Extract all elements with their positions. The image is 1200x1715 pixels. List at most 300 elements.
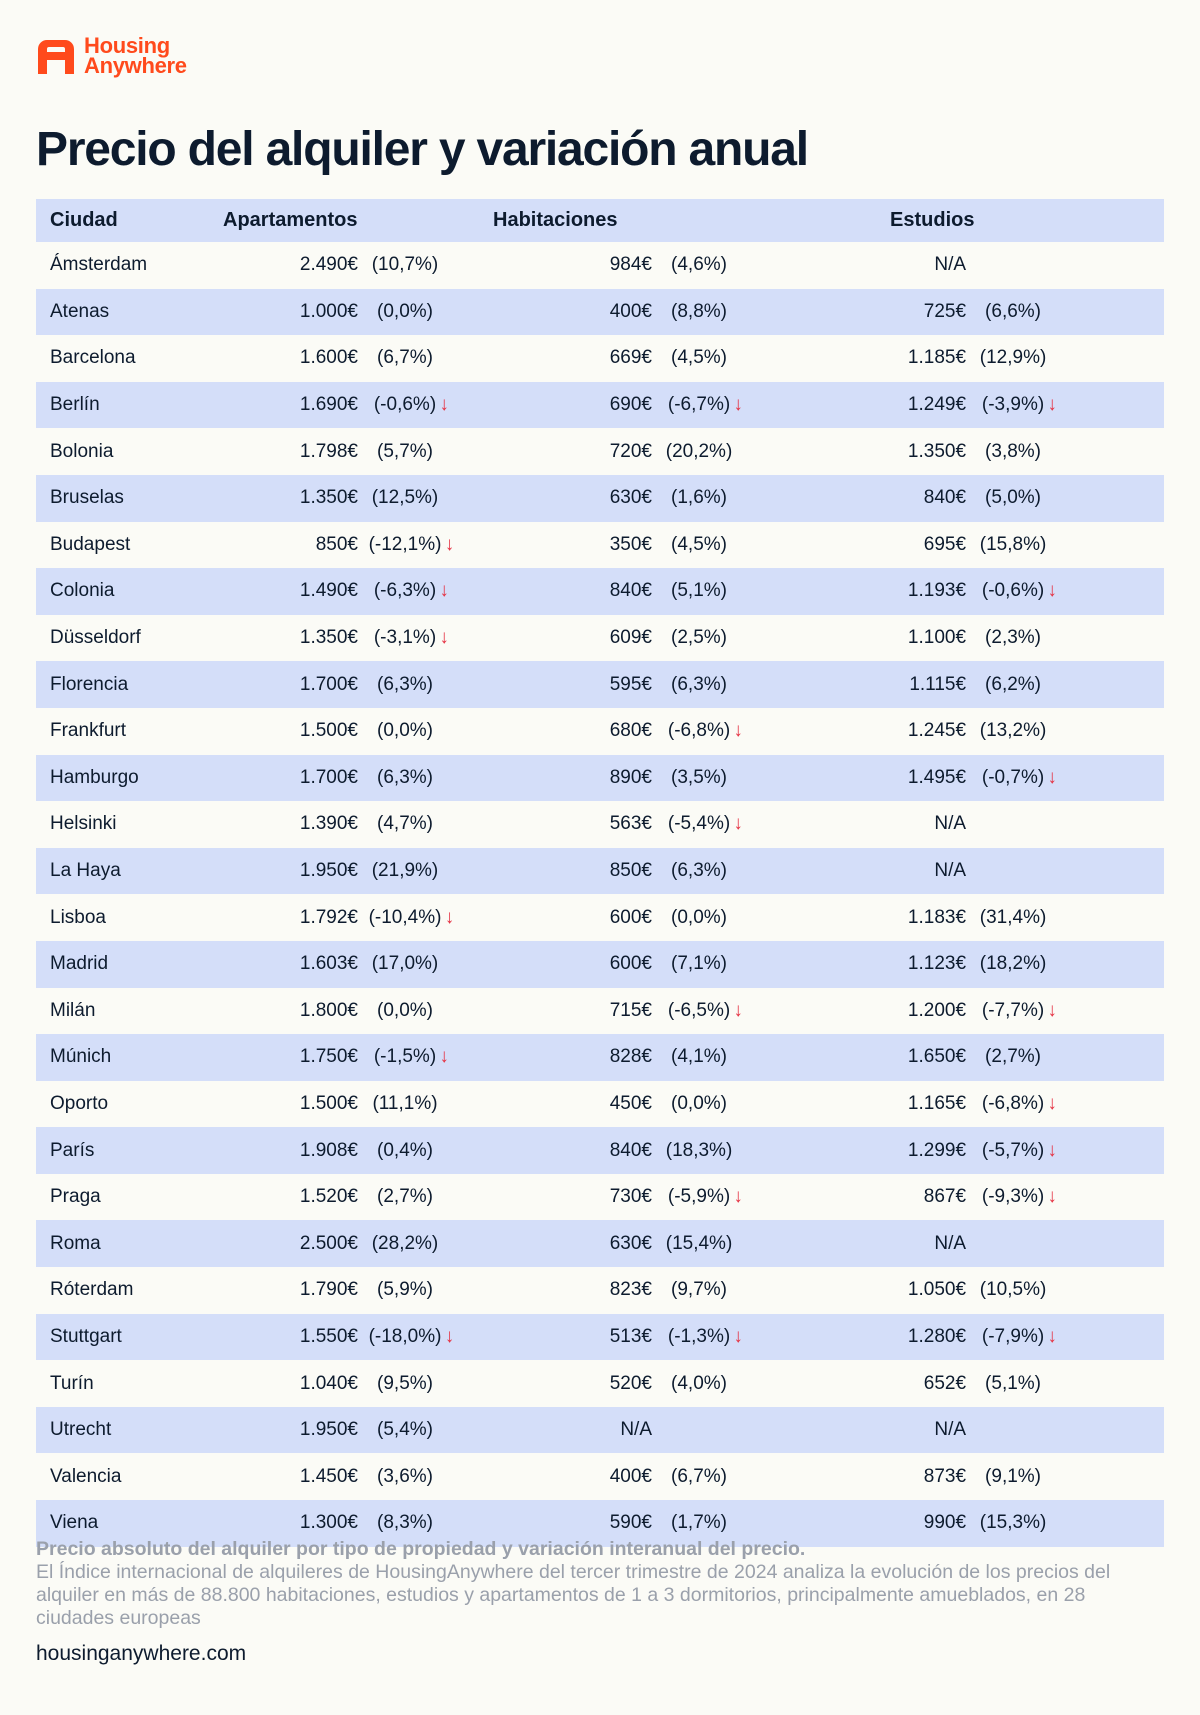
table-header-row: [36, 199, 1164, 242]
decrease-arrow-icon: ↓: [439, 394, 449, 416]
room-change-cell-value: (1,7%): [671, 1512, 727, 1534]
room-change-cell-value: (0,0%): [671, 1092, 727, 1114]
apartment-price-cell: 850€: [315, 533, 358, 555]
spacer-cell: [1076, 1314, 1164, 1361]
room-change-cell-value: (9,7%): [671, 1279, 727, 1301]
studio-change-cell-value: (-7,9%): [981, 1325, 1045, 1347]
room-change-cell-value: (15,4%): [665, 1232, 733, 1254]
apartment-price-cell: 1.300€: [196, 1500, 358, 1547]
room-price-cell: 520€: [609, 1372, 653, 1394]
studio-change-cell: [966, 475, 1076, 522]
city-cell: Bolonia: [50, 440, 114, 462]
decrease-arrow-icon: ↓: [439, 580, 449, 602]
studio-price-cell: 1.183€: [907, 906, 967, 928]
apartment-change-cell: [358, 1453, 468, 1500]
apartment-price-cell: 1.700€: [196, 755, 358, 802]
decrease-arrow-icon: ↓: [1047, 1325, 1057, 1347]
room-price-cell: 600€: [609, 906, 653, 928]
city-cell: Atenas: [36, 289, 196, 336]
apartment-change-cell: [358, 242, 468, 289]
city-cell: Bruselas: [36, 475, 196, 522]
apartment-change-cell-value: (6,3%): [377, 766, 433, 788]
apartment-price-cell: 1.950€: [196, 1407, 358, 1454]
room-change-cell: [652, 848, 762, 895]
apartment-change-cell-value: (10,7%): [371, 254, 439, 276]
decrease-arrow-icon: ↓: [1047, 999, 1057, 1021]
room-change-cell-value: (7,1%): [671, 953, 727, 975]
studio-change-cell-value: (13,2%): [979, 720, 1047, 742]
caption-text: El Índice internacional de alquileres de HousingAnywhere del tercer trimestre de 2024 analiza la evolución de los precios del alquiler en más de 88.800 habitaciones, estudios y apartamentos de 1 a 3 dormitorios, principalmente amueblados, en 28 ciudades europeas: [36, 1561, 1111, 1629]
brand-name: [84, 33, 187, 78]
apartment-price-cell: 1.700€: [196, 661, 358, 708]
room-price-cell: 350€: [609, 533, 653, 555]
apartment-change-cell: [358, 568, 468, 615]
city-cell: Praga: [50, 1186, 101, 1208]
table-row: [36, 801, 1164, 848]
city-cell: Hamburgo: [36, 755, 196, 802]
room-price-cell: 590€: [468, 1500, 652, 1547]
decrease-arrow-icon: ↓: [1047, 1139, 1057, 1161]
room-price-cell: 630€: [468, 475, 652, 522]
apartment-change-cell-value: (8,3%): [377, 1512, 433, 1534]
spacer-cell: [1076, 615, 1164, 662]
room-price-cell: 600€: [468, 941, 652, 988]
brand-name-line2: Anywhere: [84, 53, 187, 78]
apartment-price-cell: 1.750€: [196, 1034, 358, 1081]
studio-change-cell: [966, 661, 1076, 708]
city-cell: Roma: [36, 1220, 196, 1267]
studio-change-cell-value: (-5,7%): [981, 1139, 1045, 1161]
apartment-price-cell: 1.000€: [196, 289, 358, 336]
apartment-change-cell-value: (-6,3%): [373, 580, 437, 602]
city-cell: Ámsterdam: [50, 254, 148, 276]
city-cell: Lisboa: [50, 906, 106, 928]
studio-change-cell-value: (6,2%): [985, 673, 1042, 695]
apartment-change-cell-value: (-18,0%): [368, 1325, 442, 1347]
room-price-cell: 730€: [609, 1186, 653, 1208]
studio-change-cell: [966, 335, 1076, 382]
city-cell: La Haya: [36, 848, 196, 895]
studio-change-cell-value: (31,4%): [979, 906, 1047, 928]
room-price-cell: 680€: [609, 720, 653, 742]
studio-price-cell: 840€: [762, 475, 966, 522]
apartment-change-cell: [358, 615, 468, 662]
studio-price-cell: N/A: [934, 813, 967, 835]
room-change-cell: [652, 661, 762, 708]
studio-price-cell: 1.280€: [762, 1314, 966, 1361]
room-price-cell: 595€: [468, 661, 652, 708]
spacer-cell: [1076, 988, 1164, 1035]
city-cell: Oporto: [50, 1092, 109, 1114]
apartment-change-cell-value: (11,1%): [372, 1092, 438, 1114]
spacer-cell: [1076, 1267, 1164, 1314]
page-title: Precio del alquiler y variación anual: [36, 123, 808, 176]
room-change-cell-value: (-6,8%): [667, 720, 731, 742]
studio-change-cell: [966, 1267, 1076, 1314]
apartment-change-cell-value: (17,0%): [371, 953, 439, 975]
apartment-change-cell: [358, 894, 468, 941]
room-price-cell: 840€: [468, 568, 652, 615]
studio-price-cell: 1.249€: [762, 382, 966, 429]
spacer-cell: [1076, 848, 1164, 895]
apartment-change-cell: [358, 1174, 468, 1221]
room-change-cell: [652, 289, 762, 336]
room-price-cell: 450€: [609, 1092, 653, 1114]
studio-change-cell: [966, 1360, 1076, 1407]
apartment-price-cell: 1.603€: [196, 941, 358, 988]
table-row: [36, 382, 1164, 429]
spacer-cell: [1076, 1034, 1164, 1081]
room-price-cell: 850€: [468, 848, 652, 895]
table-row: [36, 941, 1164, 988]
studio-price-cell: 652€: [923, 1372, 967, 1394]
table-row: [36, 1314, 1164, 1361]
header-rooms: Habitaciones: [468, 199, 762, 242]
apartment-price-cell: 1.908€: [196, 1127, 358, 1174]
apartment-price-cell: 1.350€: [196, 475, 358, 522]
spacer-cell: [1076, 335, 1164, 382]
table-row: [36, 289, 1164, 336]
room-change-cell: [652, 615, 762, 662]
studio-change-cell: [966, 289, 1076, 336]
studio-price-cell: N/A: [934, 254, 967, 276]
apartment-change-cell: [358, 661, 468, 708]
room-change-cell-value: (18,3%): [665, 1139, 733, 1161]
header-studios: Estudios: [762, 199, 1164, 242]
spacer-cell: [1076, 1360, 1164, 1407]
room-change-cell: [652, 1034, 762, 1081]
studio-price-cell: 1.100€: [907, 627, 967, 649]
apartment-change-cell-value: (12,5%): [371, 487, 439, 509]
apartment-change-cell-value: (5,7%): [377, 440, 433, 462]
apartment-price-cell: 1.690€: [196, 382, 358, 429]
room-change-cell-value: (6,3%): [671, 673, 727, 695]
apartment-change-cell-value: (2,7%): [377, 1186, 433, 1208]
spacer-cell: [1076, 1127, 1164, 1174]
room-change-cell: [652, 1453, 762, 1500]
apartment-change-cell: [358, 1220, 468, 1267]
spacer-cell: [1076, 708, 1164, 755]
room-change-cell: [652, 894, 762, 941]
apartment-change-cell-value: (3,6%): [377, 1465, 433, 1487]
table-row: [36, 661, 1164, 708]
decrease-arrow-icon: ↓: [733, 394, 743, 416]
spacer-cell: [1076, 801, 1164, 848]
room-change-cell-value: (-5,4%): [667, 813, 731, 835]
spacer-cell: [1076, 1081, 1164, 1128]
studio-change-cell-value: (2,7%): [985, 1046, 1042, 1068]
city-cell: Colonia: [36, 568, 196, 615]
room-price-cell: 720€: [609, 440, 653, 462]
studio-price-cell: 1.185€: [907, 347, 967, 369]
room-change-cell: [652, 708, 762, 755]
apartment-price-cell: 1.450€: [299, 1465, 358, 1487]
spacer-cell: [1076, 1220, 1164, 1267]
room-change-cell-value: (5,1%): [671, 580, 727, 602]
apartment-change-cell: [358, 848, 468, 895]
decrease-arrow-icon: ↓: [1047, 1186, 1057, 1208]
studio-price-cell: 1.650€: [762, 1034, 966, 1081]
apartment-change-cell-value: (4,7%): [377, 813, 433, 835]
studio-price-cell: 695€: [923, 533, 967, 555]
studio-price-cell: 1.123€: [762, 941, 966, 988]
apartment-change-cell: [358, 1034, 468, 1081]
room-price-cell: 840€: [468, 1127, 652, 1174]
apartment-change-cell-value: (6,3%): [377, 673, 433, 695]
city-cell: París: [36, 1127, 196, 1174]
room-change-cell-value: (6,7%): [671, 1465, 727, 1487]
table-row: [36, 894, 1164, 941]
apartment-price-cell: 1.500€: [299, 720, 358, 742]
apartment-change-cell: [358, 1267, 468, 1314]
studio-change-cell: [966, 242, 1076, 289]
studio-change-cell: [966, 1314, 1076, 1361]
studio-change-cell-value: (5,0%): [985, 487, 1042, 509]
brand-logo[interactable]: [36, 33, 187, 78]
decrease-arrow-icon: ↓: [439, 627, 449, 649]
table-row: [36, 615, 1164, 662]
spacer-cell: [1076, 522, 1164, 569]
apartment-change-cell: [358, 1360, 468, 1407]
table-row: [36, 1453, 1164, 1500]
caption-title: Precio absoluto del alquiler por tipo de propiedad y variación interanual del precio.: [36, 1538, 806, 1560]
room-change-cell-value: (-1,3%): [667, 1325, 731, 1347]
apartment-price-cell: 1.950€: [196, 848, 358, 895]
room-price-cell: 563€: [609, 813, 653, 835]
apartment-change-cell: [358, 522, 468, 569]
table-row: [36, 1081, 1164, 1128]
studio-change-cell: [966, 1220, 1076, 1267]
table-row: [36, 335, 1164, 382]
studio-change-cell-value: (-0,6%): [981, 580, 1045, 602]
room-change-cell: [652, 522, 762, 569]
studio-change-cell: [966, 522, 1076, 569]
decrease-arrow-icon: ↓: [444, 533, 455, 555]
studio-change-cell-value: (-7,7%): [981, 999, 1045, 1021]
studio-price-cell: 1.050€: [907, 1279, 967, 1301]
apartment-change-cell-value: (0,0%): [377, 999, 433, 1021]
room-change-cell-value: (0,0%): [671, 906, 727, 928]
city-cell: Múnich: [36, 1034, 196, 1081]
decrease-arrow-icon: ↓: [733, 1186, 743, 1208]
studio-price-cell: 873€: [923, 1465, 967, 1487]
apartment-price-cell: 2.500€: [196, 1220, 358, 1267]
table-row: [36, 428, 1164, 475]
room-price-cell: 609€: [609, 627, 653, 649]
city-cell: Stuttgart: [36, 1314, 196, 1361]
room-change-cell: [652, 335, 762, 382]
apartment-change-cell-value: (0,0%): [377, 300, 433, 322]
studio-change-cell-value: (12,9%): [979, 347, 1047, 369]
room-change-cell-value: (8,8%): [671, 300, 727, 322]
apartment-change-cell: [358, 475, 468, 522]
table-row: [36, 1127, 1164, 1174]
room-change-cell: [652, 1314, 762, 1361]
studio-change-cell: [966, 708, 1076, 755]
spacer-cell: [1076, 1407, 1164, 1454]
spacer-cell: [1076, 382, 1164, 429]
apartment-price-cell: 1.792€: [299, 906, 358, 928]
spacer-cell: [1076, 289, 1164, 336]
brand-name-line1: Housing: [84, 33, 170, 58]
table-row: [36, 1267, 1164, 1314]
decrease-arrow-icon: ↓: [733, 720, 743, 742]
spacer-cell: [1076, 1174, 1164, 1221]
studio-change-cell-value: (-0,7%): [981, 766, 1045, 788]
room-change-cell: [652, 1360, 762, 1407]
table-row: [36, 522, 1164, 569]
room-change-cell: [652, 1220, 762, 1267]
studio-change-cell: [966, 755, 1076, 802]
room-price-cell: 823€: [609, 1279, 653, 1301]
studio-change-cell-value: (15,3%): [979, 1512, 1047, 1534]
room-change-cell: [652, 801, 762, 848]
studio-price-cell: 1.193€: [762, 568, 966, 615]
city-cell: Budapest: [50, 533, 131, 555]
room-change-cell-value: (4,5%): [671, 533, 727, 555]
table-row: [36, 242, 1164, 289]
room-change-cell-value: (4,6%): [671, 254, 727, 276]
caption: [36, 1538, 1146, 1630]
studio-change-cell: [966, 1081, 1076, 1128]
apartment-change-cell: [358, 382, 468, 429]
studio-change-cell: [966, 848, 1076, 895]
city-cell: Helsinki: [50, 813, 117, 835]
studio-price-cell: 1.495€: [762, 755, 966, 802]
studio-change-cell-value: (6,6%): [985, 300, 1042, 322]
city-cell: Barcelona: [50, 347, 136, 369]
studio-change-cell: [966, 1174, 1076, 1221]
studio-change-cell: [966, 428, 1076, 475]
city-cell: Valencia: [50, 1465, 122, 1487]
room-change-cell: [652, 988, 762, 1035]
city-cell: Milán: [50, 999, 96, 1021]
room-change-cell-value: (4,1%): [671, 1046, 727, 1068]
room-change-cell-value: (4,5%): [671, 347, 727, 369]
room-price-cell: 513€: [468, 1314, 652, 1361]
spacer-cell: [1076, 941, 1164, 988]
table-row: [36, 568, 1164, 615]
city-cell: Viena: [36, 1500, 196, 1547]
apartment-change-cell-value: (-1,5%): [373, 1046, 437, 1068]
decrease-arrow-icon: ↓: [444, 906, 455, 928]
spacer-cell: [1076, 755, 1164, 802]
studio-change-cell: [966, 1127, 1076, 1174]
room-change-cell-value: (-6,5%): [667, 999, 731, 1021]
table-body: [36, 242, 1164, 1547]
studio-change-cell-value: (-9,3%): [981, 1186, 1045, 1208]
apartment-change-cell-value: (-12,1%): [368, 533, 442, 555]
apartment-price-cell: 2.490€: [299, 254, 358, 276]
room-change-cell: [652, 941, 762, 988]
spacer-cell: [1076, 242, 1164, 289]
city-cell: Berlín: [36, 382, 196, 429]
table-row: [36, 475, 1164, 522]
room-change-cell: [652, 1407, 762, 1454]
apartment-change-cell-value: (28,2%): [371, 1232, 439, 1254]
room-price-cell: 984€: [609, 254, 653, 276]
apartment-change-cell: [358, 428, 468, 475]
room-change-cell: [652, 755, 762, 802]
room-change-cell-value: (20,2%): [665, 440, 733, 462]
apartment-price-cell: 1.600€: [299, 347, 358, 369]
table-row: [36, 1407, 1164, 1454]
spacer-cell: [1076, 475, 1164, 522]
room-price-cell: 630€: [468, 1220, 652, 1267]
header-apartments: Apartamentos: [196, 199, 468, 242]
room-change-cell: [652, 1267, 762, 1314]
apartment-change-cell-value: (-10,4%): [368, 906, 442, 928]
apartment-price-cell: 1.500€: [299, 1092, 358, 1114]
table-row: [36, 755, 1164, 802]
apartment-change-cell-value: (5,4%): [377, 1419, 433, 1441]
table-row: [36, 1034, 1164, 1081]
room-change-cell: [652, 1081, 762, 1128]
city-cell: Düsseldorf: [50, 627, 141, 649]
decrease-arrow-icon: ↓: [439, 1046, 449, 1068]
room-change-cell-value: (-6,7%): [667, 394, 731, 416]
apartment-change-cell: [358, 988, 468, 1035]
apartment-change-cell: [358, 941, 468, 988]
apartment-price-cell: 1.350€: [299, 627, 358, 649]
city-cell: Utrecht: [36, 1407, 196, 1454]
room-change-cell-value: (4,0%): [671, 1372, 727, 1394]
room-price-cell: 669€: [609, 347, 653, 369]
apartment-price-cell: 1.390€: [299, 813, 358, 835]
decrease-arrow-icon: ↓: [1047, 1092, 1057, 1114]
table-row: [36, 1360, 1164, 1407]
studio-change-cell: [966, 894, 1076, 941]
city-cell: Florencia: [36, 661, 196, 708]
room-change-cell-value: (2,5%): [671, 627, 727, 649]
apartment-change-cell-value: (9,5%): [377, 1372, 433, 1394]
room-change-cell: [652, 1127, 762, 1174]
table-row: [36, 1220, 1164, 1267]
studio-change-cell-value: (15,8%): [979, 533, 1047, 555]
room-change-cell-value: (-5,9%): [667, 1186, 731, 1208]
apartment-change-cell-value: (-3,1%): [373, 627, 437, 649]
studio-change-cell-value: (3,8%): [985, 440, 1042, 462]
apartment-change-cell: [358, 335, 468, 382]
housing-anywhere-logo-icon: [36, 38, 76, 74]
studio-change-cell-value: (10,5%): [979, 1279, 1047, 1301]
studio-change-cell-value: (2,3%): [985, 627, 1042, 649]
apartment-change-cell: [358, 1407, 468, 1454]
table-row: [36, 1174, 1164, 1221]
decrease-arrow-icon: ↓: [1047, 766, 1057, 788]
apartment-change-cell-value: (21,9%): [371, 860, 439, 882]
apartment-change-cell-value: (5,9%): [377, 1279, 433, 1301]
studio-price-cell: 1.200€: [907, 999, 967, 1021]
studio-price-cell: N/A: [762, 1220, 966, 1267]
spacer-cell: [1076, 568, 1164, 615]
table-row: [36, 988, 1164, 1035]
studio-change-cell-value: (18,2%): [979, 953, 1047, 975]
room-price-cell: 715€: [609, 999, 653, 1021]
studio-change-cell: [966, 941, 1076, 988]
room-price-cell: 400€: [609, 1465, 653, 1487]
decrease-arrow-icon: ↓: [733, 1325, 743, 1347]
studio-change-cell: [966, 382, 1076, 429]
room-change-cell: [652, 1174, 762, 1221]
room-change-cell: [652, 568, 762, 615]
decrease-arrow-icon: ↓: [733, 813, 743, 835]
website-link[interactable]: housinganywhere.com: [36, 1642, 247, 1665]
studio-change-cell: [966, 1407, 1076, 1454]
room-price-cell: 828€: [468, 1034, 652, 1081]
header-city: Ciudad: [36, 199, 196, 242]
apartment-price-cell: 1.800€: [299, 999, 358, 1021]
